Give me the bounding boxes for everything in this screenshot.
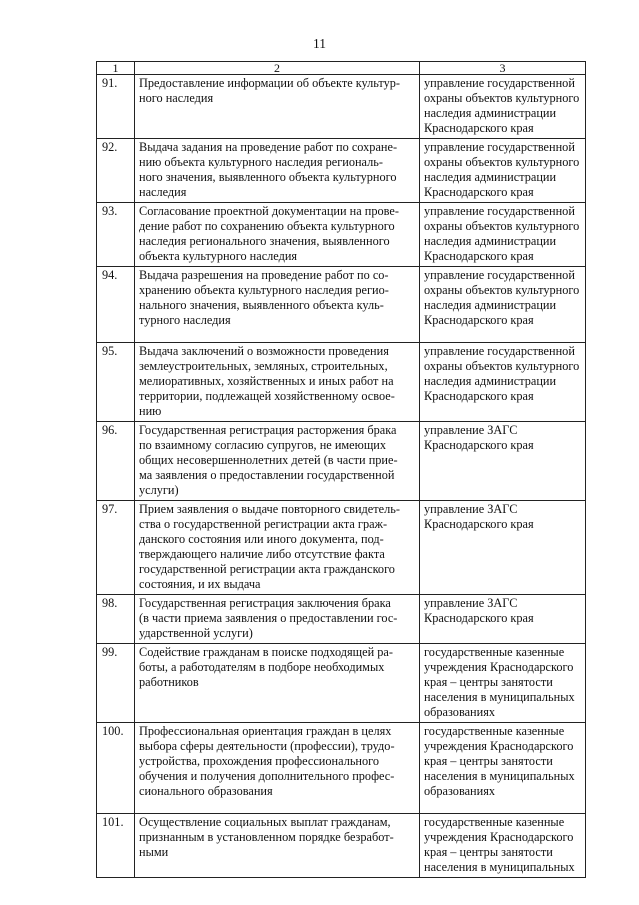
organization-line: управление государственной <box>424 204 575 218</box>
responsible-organization <box>420 595 586 644</box>
row-number: 93. <box>97 203 135 267</box>
service-line: боты, а работодателям в подборе необходимых <box>139 660 385 674</box>
row-number: 97. <box>97 501 135 595</box>
organization-line: охраны объектов культурного <box>424 155 580 169</box>
service-line: ударственной услуги) <box>139 626 253 640</box>
service-line: общих несовершеннолетних детей (в части прие- <box>139 453 398 467</box>
service-description <box>135 139 420 203</box>
organization-line: края – центры занятости <box>424 845 553 859</box>
service-line: мелиоративных, хозяйственных и иных работ на <box>139 374 394 388</box>
service-line: Выдача разрешения на проведение работ по со- <box>139 268 389 282</box>
organization-line: края – центры занятости <box>424 675 553 689</box>
responsible-organization <box>420 422 586 501</box>
service-line: ства о государственной регистрации акта граж- <box>139 517 388 531</box>
service-description <box>135 267 420 343</box>
organization-line: Краснодарского края <box>424 438 534 452</box>
service-line: данского состояния или иного документа, под- <box>139 532 384 546</box>
service-description <box>135 595 420 644</box>
service-line: турного наследия <box>139 313 231 327</box>
service-line: ма заявления о предоставлении государственной <box>139 468 395 482</box>
organization-line: наследия администрации <box>424 298 557 312</box>
service-description <box>135 501 420 595</box>
organization-line: охраны объектов культурного <box>424 219 580 233</box>
organization-line: государственные казенные <box>424 645 565 659</box>
table-row <box>97 723 586 814</box>
organization-line: учреждения Краснодарского <box>424 830 574 844</box>
service-line: Содействие гражданам в поиске подходящей ра- <box>139 645 393 659</box>
organization-line: управление ЗАГС <box>424 596 518 610</box>
responsible-organization <box>420 75 586 139</box>
service-description <box>135 75 420 139</box>
services-table <box>96 61 586 878</box>
service-line: территории, подлежащей хозяйственному освое- <box>139 389 395 403</box>
service-line: ными <box>139 845 169 859</box>
service-line: Выдача заключений о возможности проведения <box>139 344 389 358</box>
row-number: 98. <box>97 595 135 644</box>
service-line: обучения и получения дополнительного профес- <box>139 769 395 783</box>
service-line: услуги) <box>139 483 179 497</box>
service-description <box>135 203 420 267</box>
organization-line: Краснодарского края <box>424 121 534 135</box>
service-line: тверждающего наличие либо отсутствие факта <box>139 547 385 561</box>
table-row <box>97 595 586 644</box>
table-row <box>97 343 586 422</box>
organization-line: управление государственной <box>424 140 575 154</box>
service-line: по взаимному согласию супругов, не имеющих <box>139 438 387 452</box>
service-line: наследия регионального значения, выявленного <box>139 234 390 248</box>
responsible-organization <box>420 343 586 422</box>
organization-line: управление государственной <box>424 76 575 90</box>
organization-line: образованиях <box>424 784 496 798</box>
responsible-organization <box>420 723 586 814</box>
service-line: Государственная регистрация заключения брака <box>139 596 391 610</box>
table-row <box>97 75 586 139</box>
organization-line: образованиях <box>424 705 496 719</box>
row-number: 101. <box>97 814 135 878</box>
row-number: 95. <box>97 343 135 422</box>
row-number: 94. <box>97 267 135 343</box>
organization-line: Краснодарского края <box>424 611 534 625</box>
organization-line: управление ЗАГС <box>424 502 518 516</box>
service-line: Осуществление социальных выплат гражданам, <box>139 815 391 829</box>
service-line: устройства, прохождения профессионального <box>139 754 380 768</box>
column-header-number: 1 <box>97 62 135 75</box>
organization-line: наследия администрации <box>424 374 557 388</box>
table-row <box>97 267 586 343</box>
organization-line: Краснодарского края <box>424 517 534 531</box>
organization-line: государственные казенные <box>424 724 565 738</box>
service-line: Профессиональная ориентация граждан в целях <box>139 724 392 738</box>
organization-line: населения в муниципальных <box>424 769 575 783</box>
row-number: 91. <box>97 75 135 139</box>
service-description <box>135 814 420 878</box>
organization-line: управление государственной <box>424 344 575 358</box>
table-row <box>97 139 586 203</box>
page-number: 11 <box>313 36 326 51</box>
service-line: Прием заявления о выдаче повторного свидетель- <box>139 502 400 516</box>
service-description <box>135 723 420 814</box>
service-line: Предоставление информации об объекте культур- <box>139 76 401 90</box>
table-row <box>97 814 586 878</box>
table-row <box>97 422 586 501</box>
organization-line: Краснодарского края <box>424 185 534 199</box>
service-description <box>135 422 420 501</box>
organization-line: учреждения Краснодарского <box>424 739 574 753</box>
column-header-organization: 3 <box>420 62 586 75</box>
organization-line: наследия администрации <box>424 106 557 120</box>
service-line: хранению объекта культурного наследия регио- <box>139 283 389 297</box>
organization-line: управление государственной <box>424 268 575 282</box>
organization-line: населения в муниципальных <box>424 860 575 874</box>
header-row <box>97 62 586 75</box>
service-line: Выдача задания на проведение работ по сохране- <box>139 140 398 154</box>
table-row <box>97 203 586 267</box>
responsible-organization <box>420 139 586 203</box>
responsible-organization <box>420 814 586 878</box>
service-line: государственной регистрации акта гражданского <box>139 562 395 576</box>
service-line: объекта культурного наследия <box>139 249 298 263</box>
service-line: ного значения, выявленного объекта культурного <box>139 170 397 184</box>
organization-line: Краснодарского края <box>424 389 534 403</box>
organization-line: охраны объектов культурного <box>424 359 580 373</box>
service-description <box>135 644 420 723</box>
organization-line: охраны объектов культурного <box>424 283 580 297</box>
table-row <box>97 644 586 723</box>
service-line: состояния, и их выдача <box>139 577 261 591</box>
service-line: признанным в установленном порядке безработ- <box>139 830 394 844</box>
responsible-organization <box>420 267 586 343</box>
responsible-organization <box>420 501 586 595</box>
organization-line: управление ЗАГС <box>424 423 518 437</box>
responsible-organization <box>420 644 586 723</box>
service-line: выбора сферы деятельности (профессии), трудо- <box>139 739 395 753</box>
organization-line: края – центры занятости <box>424 754 553 768</box>
row-number: 100. <box>97 723 135 814</box>
service-line: нию <box>139 404 162 418</box>
organization-line: Краснодарского края <box>424 313 534 327</box>
organization-line: населения в муниципальных <box>424 690 575 704</box>
organization-line: наследия администрации <box>424 170 557 184</box>
service-description <box>135 343 420 422</box>
service-line: (в части приема заявления о предоставлении гос- <box>139 611 398 625</box>
table-row <box>97 501 586 595</box>
organization-line: охраны объектов культурного <box>424 91 580 105</box>
organization-line: наследия администрации <box>424 234 557 248</box>
service-line: Государственная регистрация расторжения брака <box>139 423 397 437</box>
service-line: сионального образования <box>139 784 273 798</box>
organization-line: государственные казенные <box>424 815 565 829</box>
organization-line: Краснодарского края <box>424 249 534 263</box>
service-line: Согласование проектной документации на прове- <box>139 204 399 218</box>
row-number: 92. <box>97 139 135 203</box>
service-line: нального значения, выявленного объекта куль- <box>139 298 384 312</box>
column-header-service: 2 <box>135 62 420 75</box>
organization-line: учреждения Краснодарского <box>424 660 574 674</box>
service-line: нию объекта культурного наследия региональ- <box>139 155 383 169</box>
service-line: дение работ по сохранению объекта культурного <box>139 219 395 233</box>
service-line: землеустроительных, земляных, строительных, <box>139 359 388 373</box>
service-line: работников <box>139 675 199 689</box>
row-number: 96. <box>97 422 135 501</box>
responsible-organization <box>420 203 586 267</box>
service-line: ного наследия <box>139 91 214 105</box>
service-line: наследия <box>139 185 187 199</box>
row-number: 99. <box>97 644 135 723</box>
